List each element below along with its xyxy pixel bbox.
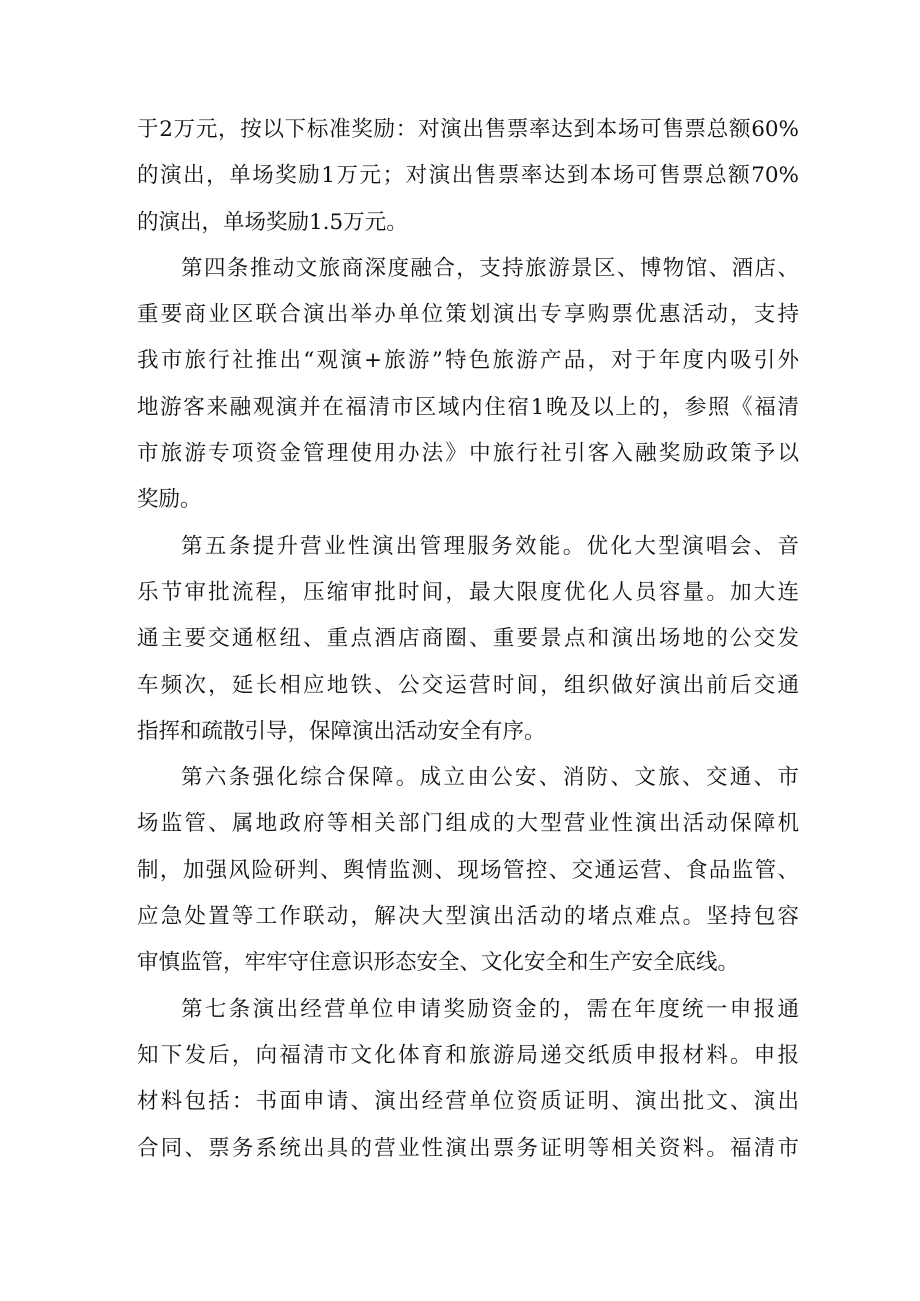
text-line: 地游客来融观演并在福清市区域内住宿1晚及以上的，参照《福清 (137, 394, 799, 420)
text-line: 的演出，单场奖励1.5万元。 (137, 209, 408, 235)
text-line: 第七条演出经营单位申请奖励资金的，需在年度统一申报通 (181, 996, 799, 1022)
text-line: 我市旅行社推出“观演+旅游”特色旅游产品，对于年度内吸引外 (137, 348, 799, 374)
text-line: 制，加强风险研判、舆情监测、现场管控、交通运营、食品监管、 (137, 857, 799, 883)
text-line: 知下发后，向福清市文化体育和旅游局递交纸质申报材料。申报 (137, 1042, 799, 1068)
text-line: 市旅游专项资金管理使用办法》中旅行社引客入融奖励政策予以 (137, 441, 799, 467)
text-line: 审慎监管，牢牢守住意识形态安全、文化安全和生产安全底线。 (137, 950, 740, 976)
text-line: 乐节审批流程，压缩审批时间，最大限度优化人员容量。加大连 (137, 579, 799, 605)
text-line: 于2万元，按以下标准奖励：对演出售票率达到本场可售票总额60% (137, 117, 799, 142)
text-line: 指挥和疏散引导，保障演出活动安全有序。 (137, 718, 546, 744)
text-line: 奖励。 (137, 487, 202, 513)
paragraph-article-4 (137, 246, 799, 524)
paragraph-article-5 (137, 524, 799, 755)
text-line: 的演出，单场奖励1万元；对演出售票率达到本场可售票总额70% (137, 163, 799, 189)
text-line: 合同、票务系统出具的营业性演出票务证明等相关资料。福清市 (137, 1135, 799, 1161)
text-line: 应急处置等工作联动，解决大型演出活动的堵点难点。坚持包容 (137, 904, 799, 930)
paragraph-article-7 (137, 987, 799, 1172)
text-line: 重要商业区联合演出举办单位策划演出专享购票优惠活动，支持 (137, 302, 799, 328)
text-line: 材料包括：书面申请、演出经营单位资质证明、演出批文、演出 (137, 1089, 799, 1115)
text-line: 通主要交通枢纽、重点酒店商圈、重要景点和演出场地的公交发 (137, 626, 799, 652)
paragraph-reward-standard-continued (137, 107, 799, 246)
text-line: 第五条提升营业性演出管理服务效能。优化大型演唱会、音 (181, 533, 799, 559)
paragraph-article-6 (137, 755, 799, 986)
text-line: 第四条推动文旅商深度融合，支持旅游景区、博物馆、酒店、 (181, 255, 799, 281)
text-line: 第六条强化综合保障。成立由公安、消防、文旅、交通、市 (181, 765, 799, 791)
text-line: 场监管、属地政府等相关部门组成的大型营业性演出活动保障机 (137, 811, 799, 837)
text-line: 车频次，延长相应地铁、公交运营时间，组织做好演出前后交通 (137, 672, 799, 698)
document-body (137, 107, 799, 1172)
